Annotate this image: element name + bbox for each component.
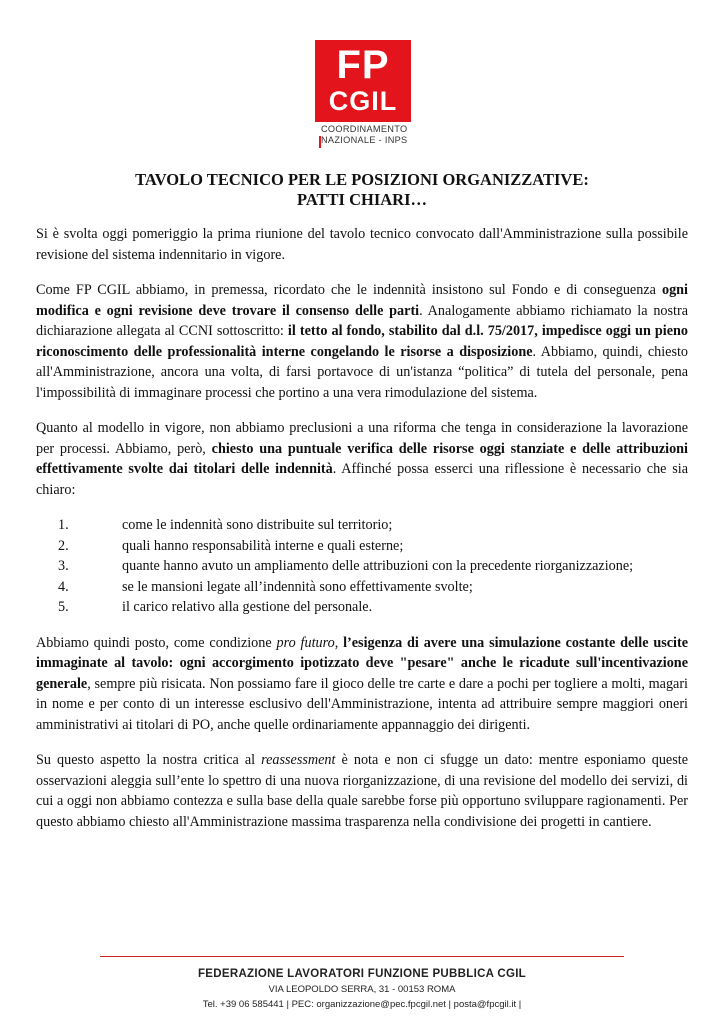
footer-organization: FEDERAZIONE LAVORATORI FUNZIONE PUBBLICA CGIL <box>197 968 527 980</box>
list-item <box>36 515 688 536</box>
p5-text-a: Su questo aspetto la nostra critica al <box>36 752 262 768</box>
list-item <box>36 536 688 557</box>
list-number: 3. <box>58 558 69 574</box>
logo-fp-text: FP <box>336 43 390 87</box>
p4-italic-b: pro futuro <box>276 634 335 651</box>
list-item <box>36 577 688 598</box>
paragraph-3 <box>36 418 688 500</box>
list-item <box>36 597 688 618</box>
p5-text-c: è nota e non ci sfugge un dato: mentre esponiamo queste osservazioni aleggia sull’ente lo spettro di una nuova riorganizzazione, di una revisione del modello dei servizi, di cui a oggi non abbiamo contezza e sulla base della quale sarebbe forse più opportuno sviluppare ragionamenti. Per questo abbiamo chiesto all'Amministrazione massima trasparenza nella condivisione dei progetti in cantiere. <box>36 752 688 830</box>
list-text: se le mansioni legate all’indennità sono effettivamente svolte; <box>122 578 473 595</box>
logo-subtitle-line1: COORDINAMENTO <box>321 124 408 134</box>
p2-text-e: . Abbiamo, quindi, chiesto all'Amministrazione, ancora una volta, di farsi portavoce di un'istanza “politica” di tutela del personale, pena l'impossibilità di immaginare processi che portino a una vera rimodulazione del sistema. <box>36 343 689 401</box>
title-line-2: PATTI CHIARI… <box>296 190 428 209</box>
list-text: il carico relativo alla gestione del personale. <box>122 599 373 615</box>
p2-bold-b: ogni modifica e ogni revisione deve trovare il consenso delle parti <box>36 282 688 319</box>
logo-subtitle-line2: NAZIONALE - INPS <box>321 134 408 145</box>
logo-red-block <box>315 40 411 122</box>
p4-text-a: Abbiamo quindi posto, come condizione <box>36 634 277 651</box>
p4-text-c: , <box>334 634 344 651</box>
list-text: quali hanno responsabilità interne e quali esterne; <box>122 537 404 554</box>
p4-bold-d: l’esigenza di avere una simulazione costante delle uscite immaginate al tavolo: ogni accorgimento ipotizzato deve "pesare" anche le ricadute sull'incentivazione generale <box>36 634 688 692</box>
list-number: 1. <box>58 517 69 533</box>
footer-divider <box>100 956 624 957</box>
p2-text-c: . Analogamente abbiamo richiamato la nostra dichiarazione allegata al CCNI sottoscritto: <box>36 302 688 339</box>
logo-cgil-text: CGIL <box>328 86 398 116</box>
paragraph-1: Si è svolta oggi pomeriggio la prima riunione del tavolo tecnico convocato dall'Amministrazione sulla possibile revisione del sistema indennitario in vigore. <box>36 226 688 263</box>
paragraph-2 <box>36 280 688 403</box>
paragraph-5 <box>36 750 688 832</box>
list-text: quante hanno avuto un ampliamento delle attribuzioni con la precedente riorganizzazione; <box>122 558 634 574</box>
p4-text-e: , sempre più risicata. Non possiamo fare il gioco delle tre carte e dare a pochi per togliere a molti, magari in nome e per conto di un interesse esclusivo dell'Amministrazione, intenta ad attribuire sempre maggiori oneri amministrativi ai titolari di PO, anche quelle ordinariamente appannaggio dei dirigenti. <box>36 675 688 733</box>
p2-bold-d: il tetto al fondo, stabilito dal d.l. 75/2017, impedisce oggi un pieno riconoscimento delle professionalità interne congelando le risorse a disposizione <box>36 323 689 360</box>
p3-bold-b: chiesto una puntuale verifica delle risorse oggi stanziate e delle attribuzioni effettivamente svolte dai titolari delle indennità <box>36 440 689 477</box>
p3-text-c: . Affinché possa esserci una riflessione è necessario che sia chiaro: <box>36 461 688 498</box>
paragraph-4 <box>36 633 688 736</box>
list-number: 5. <box>58 599 69 615</box>
p2-text-a: Come FP CGIL abbiamo, in premessa, ricordato che le indennità insistono sul Fondo e di conseguenza <box>36 282 662 298</box>
list-number: 4. <box>58 578 69 595</box>
logo-subtitle <box>321 124 407 145</box>
list-number: 2. <box>58 537 69 554</box>
footer-address: VIA LEOPOLDO SERRA, 31 - 00153 ROMA <box>268 984 456 995</box>
list-text: come le indennità sono distribuite sul territorio; <box>122 517 393 533</box>
document-title <box>40 170 684 210</box>
numbered-list <box>36 515 688 618</box>
p3-text-a: Quanto al modello in vigore, non abbiamo preclusioni a una riforma che tenga in considerazione la lavorazione per processi. Abbiamo, però, <box>36 420 688 457</box>
footer-contacts: Tel. +39 06 585441 | PEC: organizzazione@pec.fpcgil.net | posta@fpcgil.it | <box>202 999 522 1010</box>
list-item <box>36 556 688 577</box>
fp-cgil-logo <box>315 40 411 148</box>
document-body <box>36 224 688 847</box>
p5-italic-b: reassessment <box>261 752 336 768</box>
title-line-1: TAVOLO TECNICO PER LE POSIZIONI ORGANIZZATIVE: <box>135 170 589 189</box>
